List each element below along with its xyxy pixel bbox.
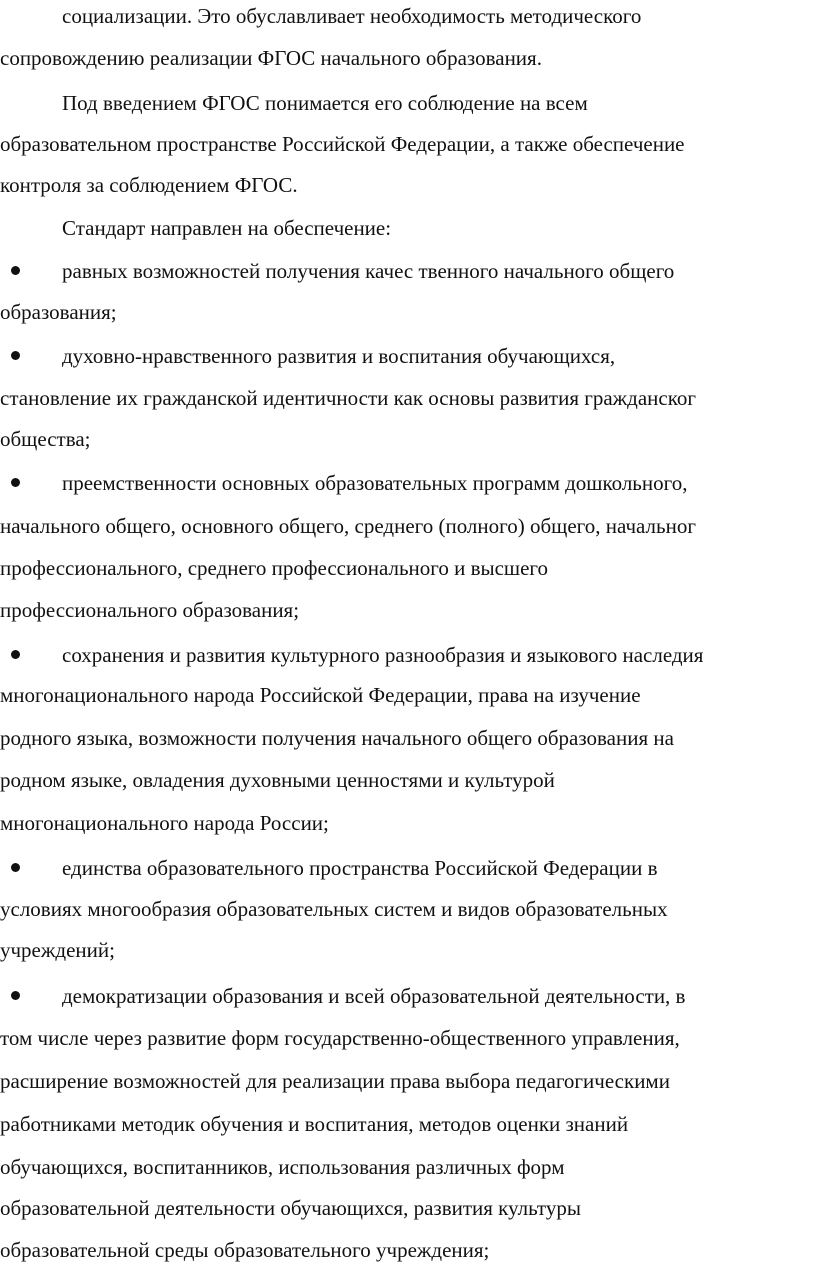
text-line: профессионального, среднего профессионального и высшего <box>0 556 549 580</box>
text-line: образования; <box>0 300 117 324</box>
bullet-icon <box>11 991 20 1000</box>
text-line: становление их гражданской идентичности как основы развития гражданског <box>0 386 696 410</box>
text-line: условиях многообразия образовательных систем и видов образовательных <box>0 897 668 921</box>
text-line: общества; <box>0 427 91 451</box>
bullet-icon <box>11 478 20 487</box>
text-line: многонационального народа Российской Федерации, права на изучение <box>0 683 641 707</box>
text-line: образовательной среды образовательного учреждения; <box>0 1238 490 1262</box>
text-line: равных возможностей получения качес твенного начального общего <box>62 259 675 283</box>
text-line: сопровождению реализации ФГОС начального образования. <box>0 46 542 70</box>
text-line: образовательной деятельности обучающихся, развития культуры <box>0 1196 581 1220</box>
text-line: Под введением ФГОС понимается его соблюдение на всем <box>62 91 588 115</box>
text-line: родного языка, возможности получения начального общего образования на <box>0 726 674 750</box>
text-line: единства образовательного пространства Российской Федерации в <box>62 856 658 880</box>
text-line: социализации. Это обуславливает необходимость методического <box>62 4 642 28</box>
text-line: духовно-нравственного развития и воспитания обучающихся, <box>62 344 616 368</box>
text-line: преемственности основных образовательных программ дошкольного, <box>62 471 688 495</box>
text-line: сохранения и развития культурного разнообразия и языкового наследия <box>62 643 704 667</box>
text-line: учреждений; <box>0 938 115 962</box>
text-line: родном языке, овладения духовными ценностями и культурой <box>0 768 555 792</box>
text-line: Стандарт направлен на обеспечение: <box>62 216 392 240</box>
text-line: том числе через развитие форм государственно-общественного управления, <box>0 1026 680 1050</box>
text-line: многонационального народа России; <box>0 811 329 835</box>
text-line: расширение возможностей для реализации права выбора педагогическими <box>0 1069 670 1093</box>
text-line: обучающихся, воспитанников, использования различных форм <box>0 1155 565 1179</box>
text-line: начального общего, основного общего, среднего (полного) общего, начальног <box>0 514 696 538</box>
text-line: контроля за соблюдением ФГОС. <box>0 173 298 197</box>
bullet-icon <box>11 351 20 360</box>
bullet-icon <box>11 863 20 872</box>
text-line: профессионального образования; <box>0 598 300 622</box>
bullet-icon <box>11 266 20 275</box>
text-line: работниками методик обучения и воспитания, методов оценки знаний <box>0 1112 629 1136</box>
bullet-icon <box>11 650 20 659</box>
text-line: образовательном пространстве Российской Федерации, а также обеспечение <box>0 132 685 156</box>
text-line: демократизации образования и всей образовательной деятельности, в <box>62 984 686 1008</box>
